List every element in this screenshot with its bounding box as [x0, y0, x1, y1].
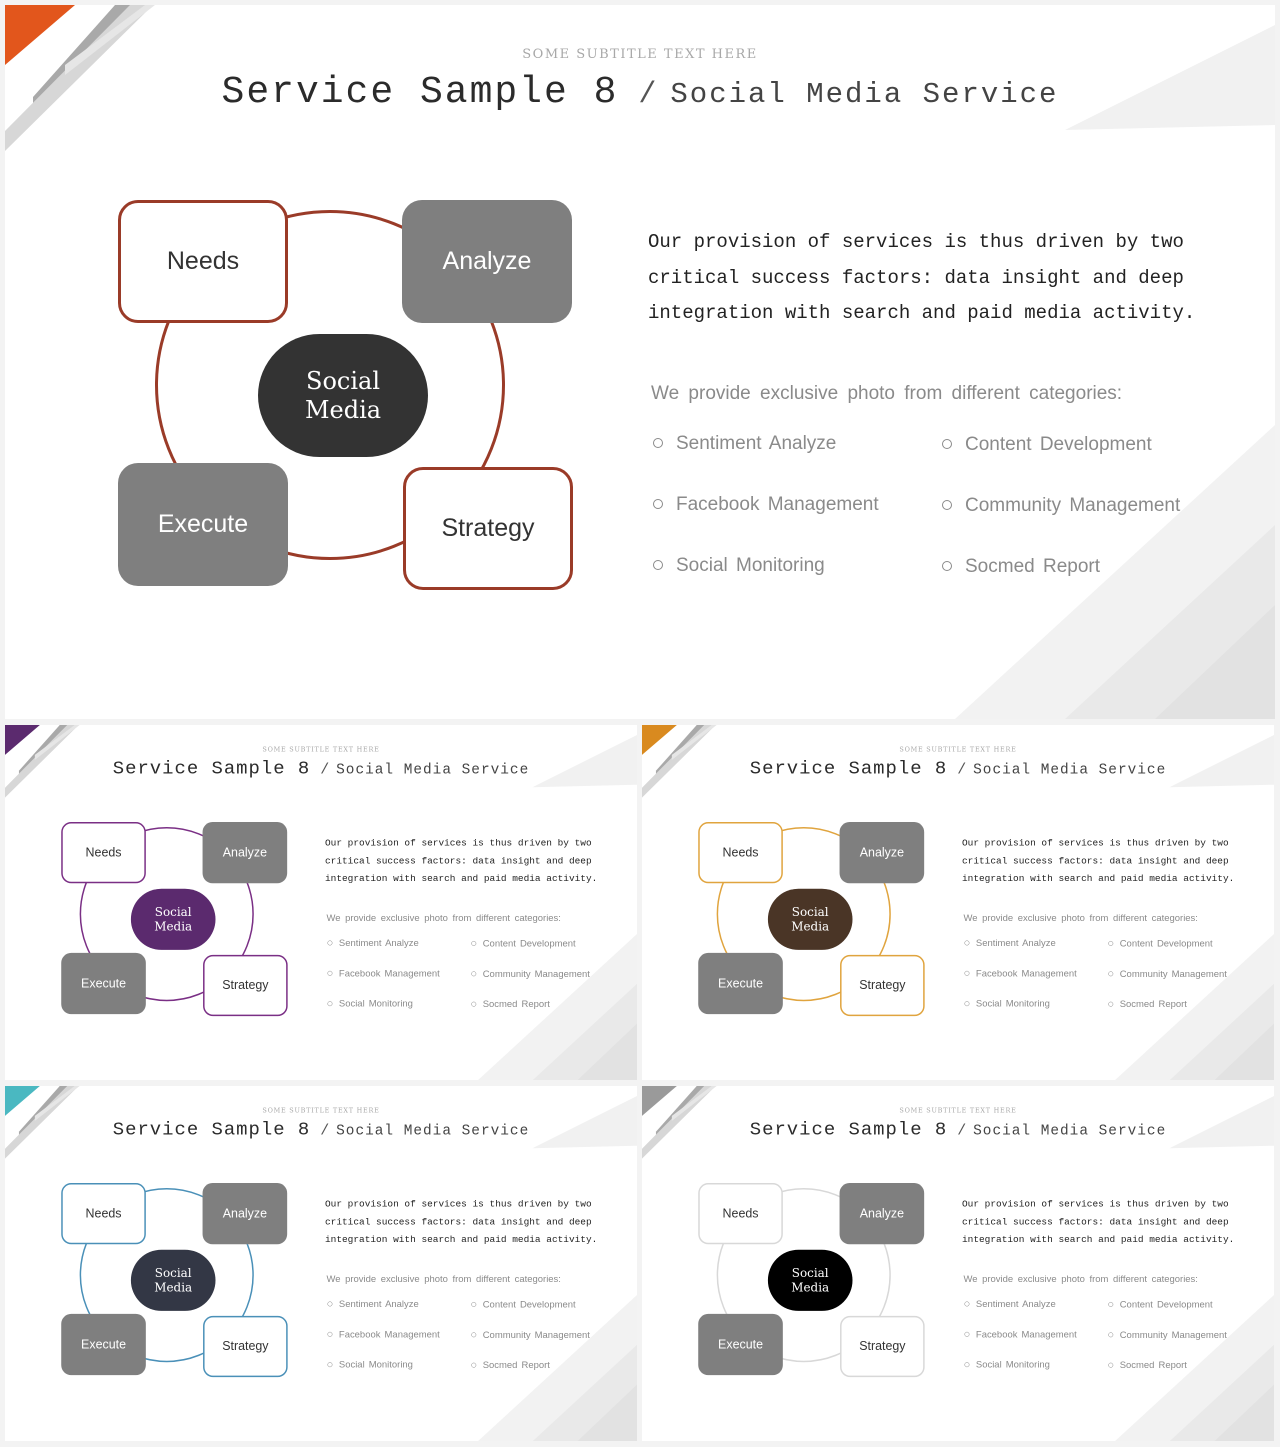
slide-main [5, 5, 1275, 719]
center-line-1: Social [791, 904, 829, 919]
slide-thumbnail-teal [5, 1086, 637, 1441]
bullet-icon [471, 1363, 476, 1368]
list-item: Socmed Report [471, 1360, 550, 1371]
bullet-icon [471, 1332, 476, 1337]
bullet-icon [653, 438, 663, 448]
title-sub: Social Media Service [973, 1122, 1167, 1139]
list-item: Sentiment Analyze [327, 1299, 418, 1310]
bullet-icon [942, 500, 952, 510]
slide-content [642, 1086, 1274, 1441]
categories-lead: We provide exclusive photo from different categories: [326, 1274, 561, 1285]
slide-content [5, 1086, 637, 1441]
title-main: Service Sample 8 [221, 71, 619, 114]
analyze-box: Analyze [402, 200, 572, 323]
bullet-icon [1108, 941, 1113, 946]
title-separator: / [957, 1122, 967, 1140]
bullet-icon [327, 1362, 332, 1367]
bullet-icon [964, 940, 969, 945]
slide-title [642, 1119, 1274, 1140]
list-item: Social Monitoring [964, 999, 1049, 1010]
slide-content [642, 725, 1274, 1080]
bullet-icon [942, 561, 952, 571]
execute-box: Execute [61, 1314, 146, 1375]
needs-box: Needs [118, 200, 288, 323]
center-line-2: Media [791, 919, 830, 934]
slide-subtitle: SOME SUBTITLE TEXT HERE [899, 745, 1017, 754]
analyze-box: Analyze [840, 1183, 925, 1244]
description-paragraph: Our provision of services is thus driven by two critical success factors: data insight and deep integration with search and paid media activity. [961, 1198, 1235, 1245]
title-separator: / [957, 761, 967, 779]
slide-thumbnail-gold [642, 725, 1274, 1080]
bullet-icon [942, 439, 952, 449]
list-item: Socmed Report [942, 556, 1100, 578]
bullet-icon [327, 1001, 332, 1006]
center-line-1: Social [306, 366, 380, 395]
bullet-icon [1108, 1002, 1113, 1007]
slide-title [5, 758, 637, 779]
bullet-icon [964, 1001, 969, 1006]
slide-title [5, 71, 1275, 114]
social-media-center [131, 889, 216, 950]
execute-box: Execute [698, 1314, 783, 1375]
list-item: Socmed Report [471, 999, 550, 1010]
title-main: Service Sample 8 [749, 1118, 948, 1141]
list-item: Sentiment Analyze [964, 938, 1055, 949]
bullet-icon [1108, 971, 1113, 976]
center-line-2: Media [304, 395, 382, 424]
title-sub: Social Media Service [336, 1122, 530, 1139]
description-paragraph: Our provision of services is thus driven by two critical success factors: data insight and deep integration with search and paid media activity. [324, 837, 598, 884]
slide-title [642, 758, 1274, 779]
social-media-diagram [55, 817, 294, 1021]
center-line-1: Social [791, 1265, 829, 1280]
bullet-icon [1108, 1302, 1113, 1307]
categories-lead: We provide exclusive photo from different categories: [963, 913, 1198, 924]
center-line-2: Media [791, 1280, 830, 1295]
slide-subtitle: SOME SUBTITLE TEXT HERE [262, 1106, 380, 1115]
title-separator: / [638, 78, 657, 112]
bullet-icon [964, 971, 969, 976]
title-separator: / [320, 761, 330, 779]
bullet-icon [327, 971, 332, 976]
analyze-box: Analyze [203, 1183, 288, 1244]
slide-thumbnail-gray [642, 1086, 1274, 1441]
list-item: Sentiment Analyze [653, 433, 836, 455]
list-item: Facebook Management [964, 968, 1076, 979]
title-main: Service Sample 8 [112, 757, 311, 780]
social-media-center [768, 1250, 853, 1311]
strategy-box: Strategy [840, 955, 925, 1016]
list-item: Facebook Management [964, 1329, 1076, 1340]
list-item: Social Monitoring [964, 1360, 1049, 1371]
list-item: Content Development [471, 938, 575, 949]
slide-content [5, 725, 637, 1080]
bullet-icon [327, 1332, 332, 1337]
center-line-1: Social [154, 904, 192, 919]
analyze-box: Analyze [840, 822, 925, 883]
list-item: Content Development [1108, 1299, 1212, 1310]
social-media-diagram [692, 1178, 931, 1382]
bullet-icon [327, 1301, 332, 1306]
title-sub: Social Media Service [973, 761, 1167, 778]
description-paragraph: Our provision of services is thus driven by two critical success factors: data insight and deep integration with search and paid media activity. [648, 231, 1196, 324]
execute-box: Execute [61, 953, 146, 1014]
bullet-icon [964, 1332, 969, 1337]
social-media-center [768, 889, 853, 950]
slide-subtitle: SOME SUBTITLE TEXT HERE [899, 1106, 1017, 1115]
list-item: Content Development [1108, 938, 1212, 949]
analyze-box: Analyze [203, 822, 288, 883]
list-item: Sentiment Analyze [964, 1299, 1055, 1310]
list-item: Socmed Report [1108, 999, 1187, 1010]
list-item: Facebook Management [653, 494, 879, 516]
social-media-diagram [55, 1178, 294, 1382]
list-item: Social Monitoring [327, 999, 412, 1010]
bullet-icon [1108, 1332, 1113, 1337]
categories-lead: We provide exclusive photo from different categories: [651, 383, 1123, 404]
bullet-icon [471, 941, 476, 946]
list-item: Community Management [471, 969, 590, 980]
categories-lead: We provide exclusive photo from different categories: [963, 1274, 1198, 1285]
title-main: Service Sample 8 [749, 757, 948, 780]
strategy-box: Strategy [840, 1316, 925, 1377]
list-item: Community Management [942, 495, 1180, 517]
description-paragraph: Our provision of services is thus driven by two critical success factors: data insight and deep integration with search and paid media activity. [961, 837, 1235, 884]
title-main: Service Sample 8 [112, 1118, 311, 1141]
needs-box: Needs [61, 822, 146, 883]
bullet-icon [471, 1302, 476, 1307]
list-item: Community Management [471, 1330, 590, 1341]
slide-content [5, 5, 1275, 719]
list-item: Social Monitoring [653, 555, 825, 577]
bullet-icon [964, 1362, 969, 1367]
social-media-diagram [692, 817, 931, 1021]
title-sub: Social Media Service [336, 761, 530, 778]
list-item: Facebook Management [327, 968, 439, 979]
needs-box: Needs [698, 822, 783, 883]
social-media-center [258, 334, 428, 457]
bullet-icon [653, 499, 663, 509]
execute-box: Execute [118, 463, 288, 586]
list-item: Community Management [1108, 1330, 1227, 1341]
slide-subtitle: SOME SUBTITLE TEXT HERE [262, 745, 380, 754]
list-item: Sentiment Analyze [327, 938, 418, 949]
social-media-center [131, 1250, 216, 1311]
title-separator: / [320, 1122, 330, 1140]
slide-thumbnail-purple [5, 725, 637, 1080]
bullet-icon [471, 971, 476, 976]
bullet-icon [964, 1301, 969, 1306]
title-sub: Social Media Service [670, 78, 1059, 111]
slide-subtitle: SOME SUBTITLE TEXT HERE [522, 47, 758, 62]
list-item: Content Development [942, 434, 1152, 456]
center-line-1: Social [154, 1265, 192, 1280]
bullet-icon [327, 940, 332, 945]
center-line-2: Media [154, 1280, 193, 1295]
categories-lead: We provide exclusive photo from different categories: [326, 913, 561, 924]
needs-box: Needs [61, 1183, 146, 1244]
list-item: Social Monitoring [327, 1360, 412, 1371]
needs-box: Needs [698, 1183, 783, 1244]
slide-title [5, 1119, 637, 1140]
bullet-icon [653, 560, 663, 570]
bullet-icon [1108, 1363, 1113, 1368]
strategy-box: Strategy [203, 1316, 288, 1377]
strategy-box: Strategy [403, 467, 573, 590]
list-item: Content Development [471, 1299, 575, 1310]
center-line-2: Media [154, 919, 193, 934]
bullet-icon [471, 1002, 476, 1007]
execute-box: Execute [698, 953, 783, 1014]
list-item: Socmed Report [1108, 1360, 1187, 1371]
list-item: Community Management [1108, 969, 1227, 980]
description-paragraph: Our provision of services is thus driven by two critical success factors: data insight and deep integration with search and paid media activity. [324, 1198, 598, 1245]
strategy-box: Strategy [203, 955, 288, 1016]
social-media-diagram [105, 190, 585, 600]
list-item: Facebook Management [327, 1329, 439, 1340]
